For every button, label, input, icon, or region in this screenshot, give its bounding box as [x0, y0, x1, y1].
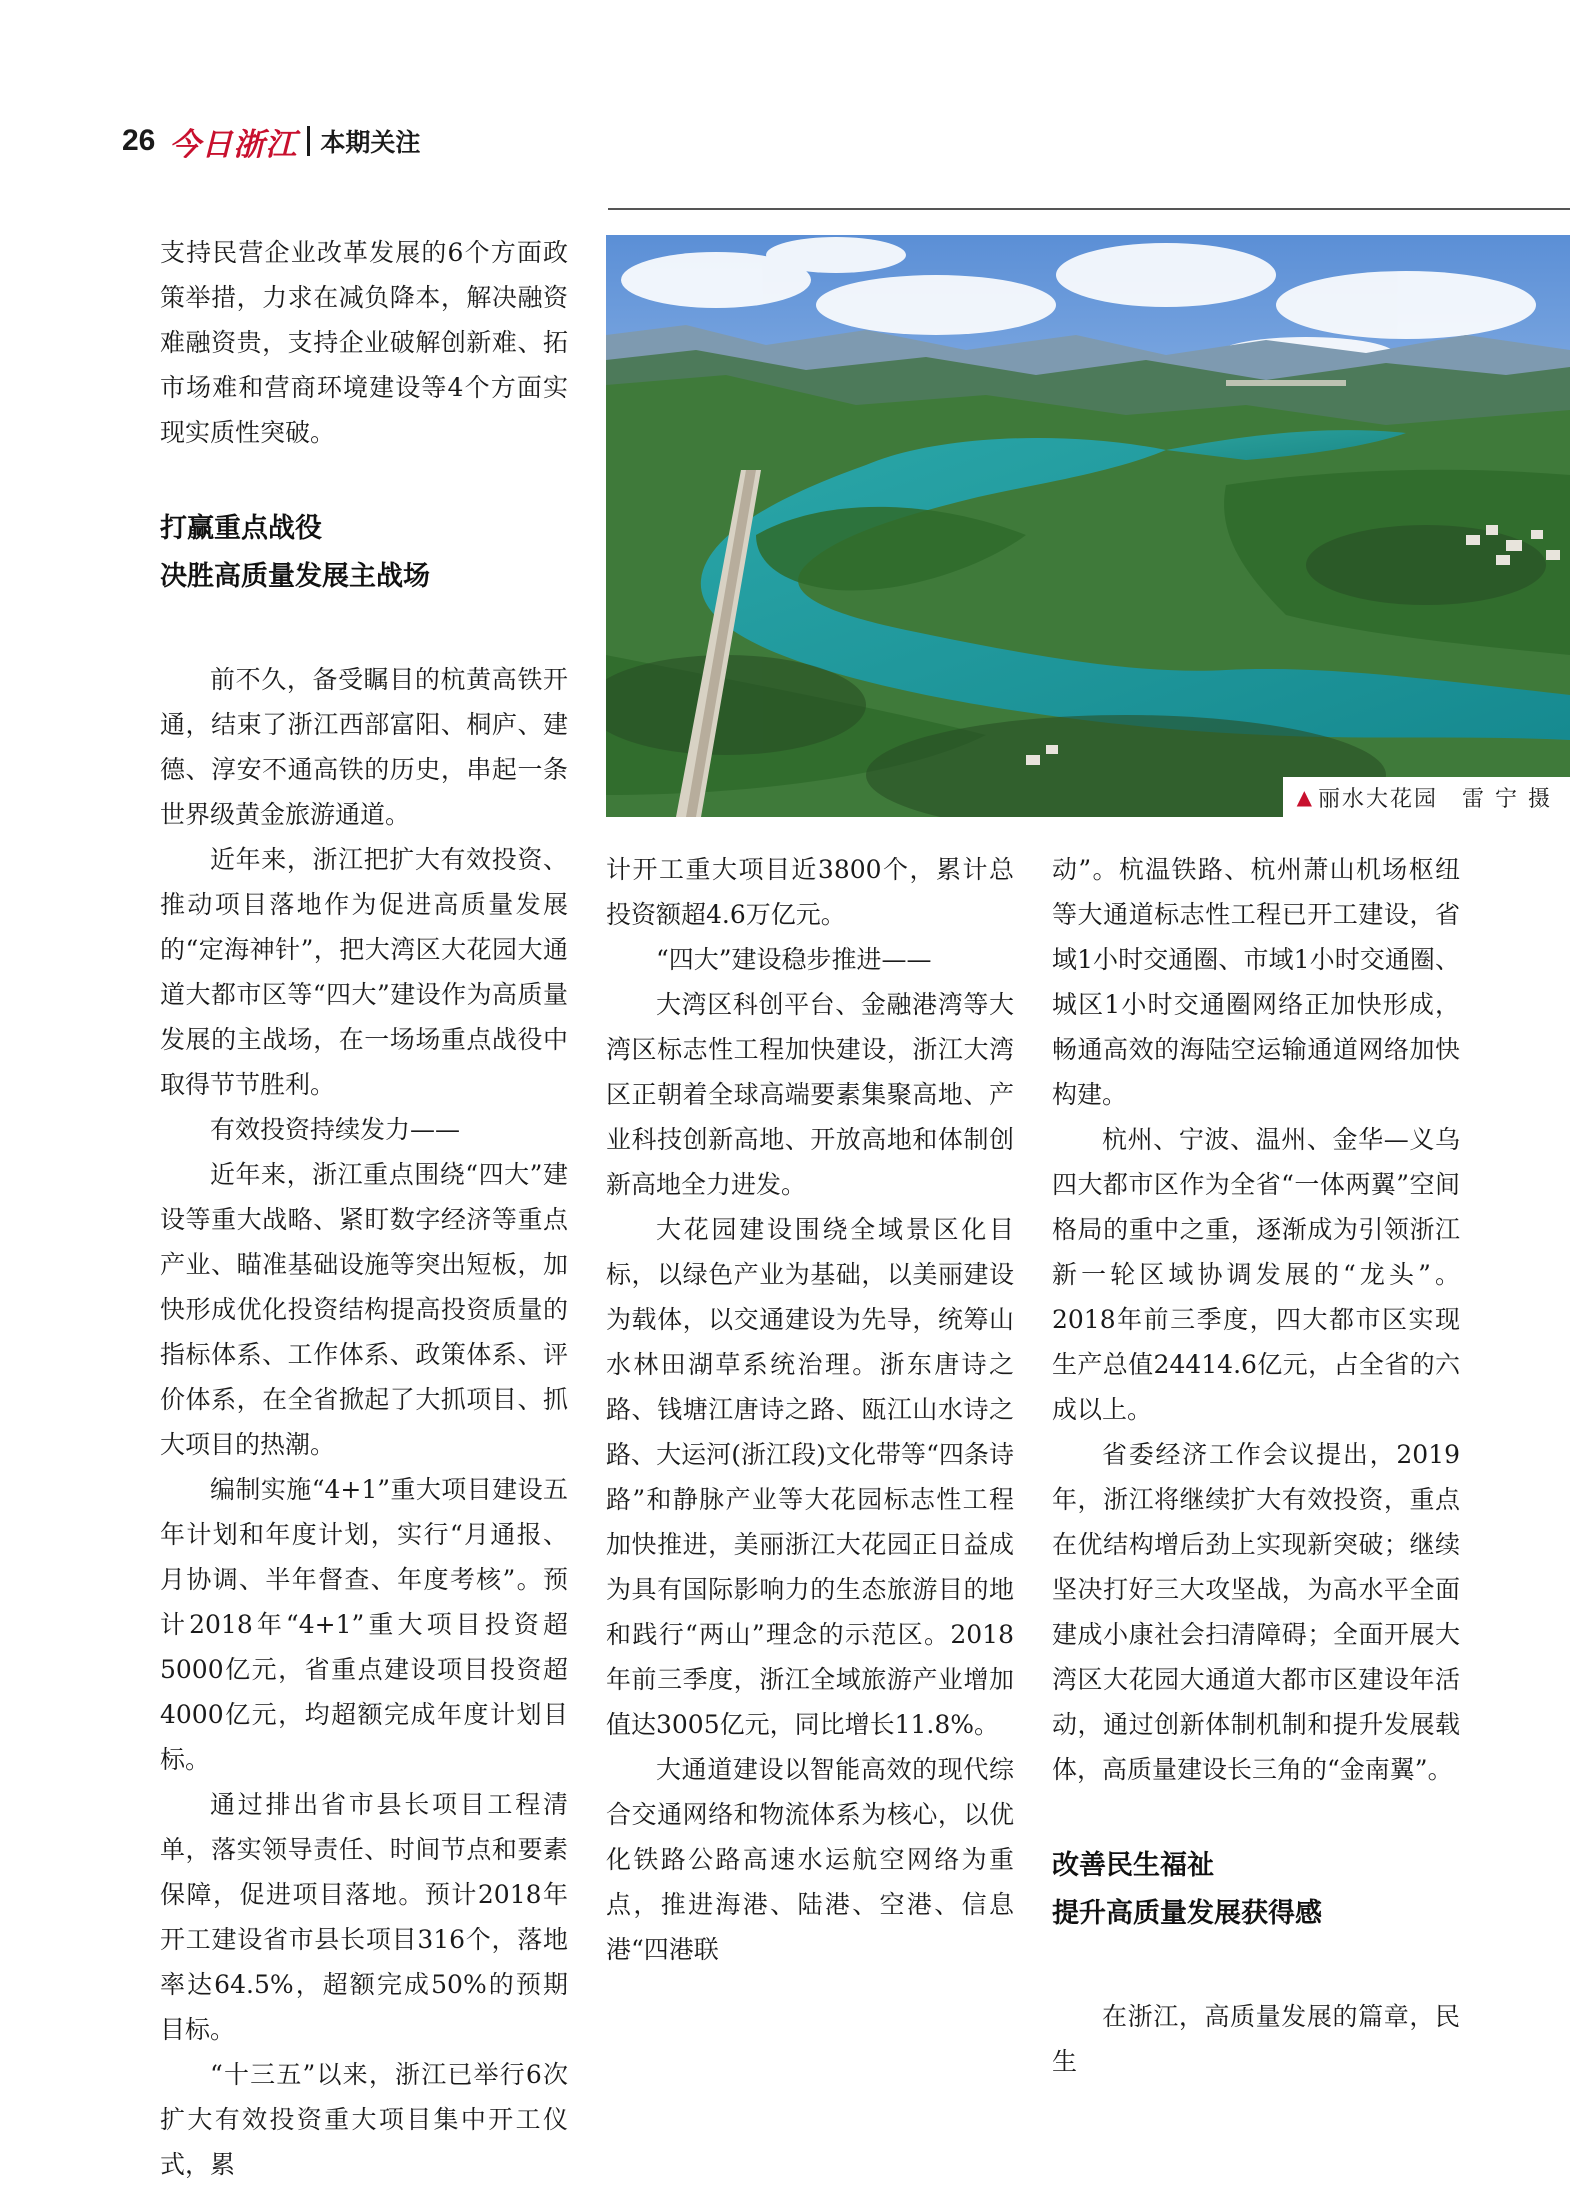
paragraph: 计开工重大项目近3800个，累计总投资额超4.6万亿元。 [606, 855, 1014, 929]
photo-caption [1283, 777, 1570, 817]
paragraph: 前不久，备受瞩目的杭黄高铁开通，结束了浙江西部富阳、桐庐、建德、淳安不通高铁的历史，串起一条世界级黄金旅游通道。 [160, 665, 568, 829]
section-heading-line2: 决胜高质量发展主战场 [160, 561, 430, 592]
paragraph: “十三五”以来，浙江已举行6次扩大有效投资重大项目集中开工仪式，累 [160, 2060, 568, 2179]
paragraph: 在浙江，高质量发展的篇章，民生 [1052, 2002, 1460, 2076]
column-1 [160, 230, 568, 2187]
paragraph: 编制实施“4+1”重大项目建设五年计划和年度计划，实行“月通报、月协调、半年督查、年度考核”。预计2018年“4+1”重大项目投资超5000亿元，省重点建设项目投资超4000亿元，均超额完成年度计划目标。 [160, 1475, 568, 1774]
paragraph: 省委经济工作会议提出，2019年，浙江将继续扩大有效投资，重点在优结构增后劲上实现新突破；继续坚决打好三大攻坚战，为高水平全面建成小康社会扫清障碍；全面开展大湾区大花园大通道大都市区建设年活动，通过创新体制机制和提升发展载体，高质量建设长三角的“金南翼”。 [1052, 1440, 1460, 1784]
landscape-photo [606, 235, 1570, 817]
header-divider [307, 126, 310, 156]
photo-illustration [606, 235, 1570, 817]
top-rule [608, 208, 1570, 210]
page-number: 26 [122, 124, 156, 157]
paragraph: 大花园建设围绕全域景区化目标，以绿色产业为基础，以美丽建设为载体，以交通建设为先导，统筹山水林田湖草系统治理。浙东唐诗之路、钱塘江唐诗之路、瓯江山水诗之路、大运河(浙江段)文化带等“四条诗路”和静脉产业等大花园标志性工程加快推进，美丽浙江大花园正日益成为具有国际影响力的生态旅游目的地和践行“两山”理念的示范区。2018年前三季度，浙江全域旅游产业增加值达3005亿元，同比增长11.8%。 [606, 1215, 1014, 1739]
paragraph: 大湾区科创平台、金融港湾等大湾区标志性工程加快建设，浙江大湾区正朝着全球高端要素集聚高地、产业科技创新高地、开放高地和体制创新高地全力进发。 [606, 990, 1014, 1199]
caption-text: 丽水大花园 雷 宁 摄 [1318, 786, 1552, 812]
column-3 [1052, 847, 1460, 2084]
section-heading-line1: 改善民生福祉 [1052, 1850, 1214, 1881]
paragraph: “四大”建设稳步推进—— [656, 945, 932, 974]
section-heading-line1: 打赢重点战役 [160, 513, 322, 544]
magazine-logo: 今日浙江 [169, 126, 298, 163]
paragraph: 大通道建设以智能高效的现代综合交通网络和物流体系为核心，以优化铁路公路高速水运航空网络为重点，推进海港、陆港、空港、信息港“四港联 [606, 1755, 1014, 1964]
paragraph: 支持民营企业改革发展的6个方面政策举措，力求在减负降本，解决融资难融资贵，支持企业破解创新难、拓市场难和营商环境建设等4个方面实现实质性突破。 [160, 238, 568, 447]
paragraph: 近年来，浙江重点围绕“四大”建设等重大战略、紧盯数字经济等重点产业、瞄准基础设施等突出短板，加快形成优化投资结构提高投资质量的指标体系、工作体系、政策体系、评价体系，在全省掀起了大抓项目、抓大项目的热潮。 [160, 1160, 568, 1459]
section-name: 本期关注 [320, 128, 421, 157]
page-header [122, 118, 420, 164]
paragraph: 杭州、宁波、温州、金华—义乌四大都市区作为全省“一体两翼”空间格局的重中之重，逐渐成为引领浙江新一轮区域协调发展的“龙头”。2018年前三季度，四大都市区实现生产总值24414.6亿元，占全省的六成以上。 [1052, 1125, 1460, 1424]
paragraph: 通过排出省市县长项目工程清单，落实领导责任、时间节点和要素保障，促进项目落地。预计2018年开工建设省市县长项目316个，落地率达64.5%，超额完成50%的预期目标。 [160, 1790, 568, 2044]
caption-triangle-icon: ▲ [1296, 785, 1312, 809]
paragraph: 近年来，浙江把扩大有效投资、推动项目落地作为促进高质量发展的“定海神针”，把大湾区大花园大通道大都市区等“四大”建设作为高质量发展的主战场，在一场场重点战役中取得节节胜利。 [160, 845, 568, 1099]
paragraph: 动”。杭温铁路、杭州萧山机场枢纽等大通道标志性工程已开工建设，省域1小时交通圈、市域1小时交通圈、城区1小时交通圈网络正加快形成，畅通高效的海陆空运输通道网络加快构建。 [1052, 855, 1460, 1109]
section-heading-line2: 提升高质量发展获得感 [1052, 1898, 1322, 1929]
column-2 [606, 847, 1014, 1972]
paragraph: 有效投资持续发力—— [210, 1115, 461, 1144]
